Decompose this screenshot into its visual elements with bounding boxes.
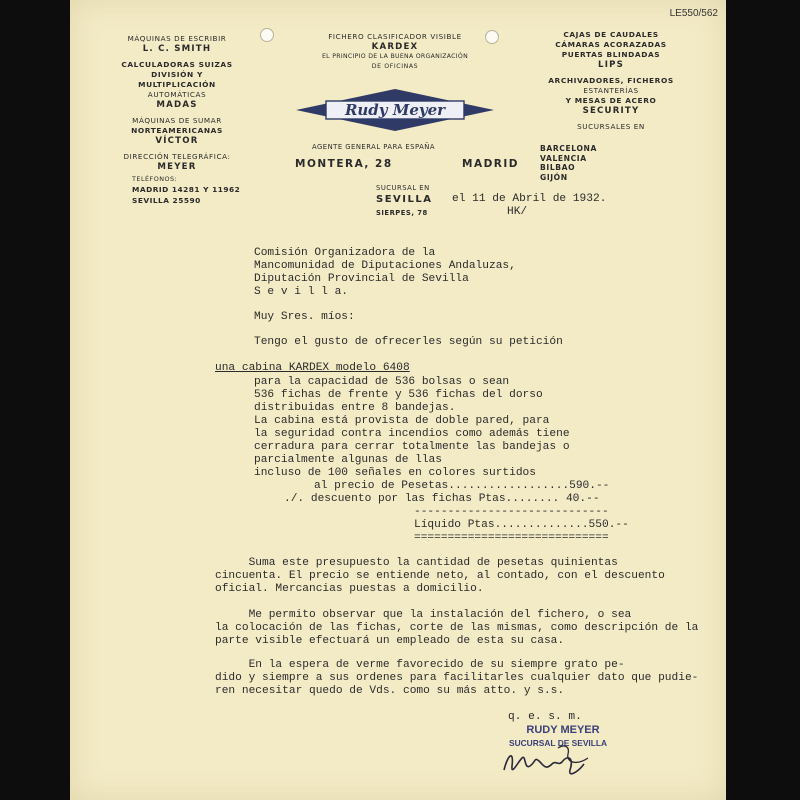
typed-line: Líquido Ptas..............550.-- [414,519,629,531]
typed-line: parte visible efectuará un empleado de esta su casa. [215,635,565,647]
madrid-street: MONTERA, 28 [295,158,393,170]
salutation: Muy Sres. míos: [254,311,355,323]
typed-line: para la capacidad de 536 bolsas o sean [254,376,510,388]
stamp-branch: SUCURSAL DE SEVILLA [508,738,608,748]
letterhead-left-line: NORTEAMERICANAS [131,126,223,135]
letterhead-left-line: DIRECCIÓN TELEGRÁFICA: [123,152,231,161]
letterhead-left-line: VÍCTOR [155,136,199,146]
stamp-name: RUDY MEYER [526,724,600,736]
letter-reference: HK/ [507,206,528,218]
letterhead-right-line: ESTANTERÍAS [583,86,639,95]
item-title: una cabina KARDEX modelo 6408 [215,362,410,374]
recipient-block [254,247,516,299]
typed-line: cerradura para cerrar totalmente las bandejas o [254,441,570,453]
typed-line: incluso de 100 señales en colores surtidos [254,467,536,479]
typed-line: ============================= [414,532,609,544]
branch-street: SIERPES, 78 [376,209,428,217]
punch-hole [260,28,274,42]
typed-line: ren necesitar quedo de Vds. como su más atto. y s.s. [215,685,565,697]
typed-line: S e v i l l a. [254,286,348,298]
kardex-brand: KARDEX [371,42,419,52]
typed-line: La cabina está provista de doble pared, para [254,415,550,427]
intro-line: Tengo el gusto de ofrecerles según su petición [254,336,563,348]
branch-city-item: BILBAO [540,163,576,173]
letterhead-center [305,32,485,72]
kardex-motto-2: DE OFICINAS [371,63,419,70]
closing-formula: q. e. s. m. [508,711,582,723]
typed-line: dido y siempre a sus ordenes para facilitarles cualquier dato que pudie- [215,672,699,684]
rudy-meyer-logo [296,89,494,131]
typed-line: parcialmente algunas de llas [254,454,442,466]
typed-line: la colocación de las fichas, corte de las mismas, como descripción de la [215,622,699,634]
typed-line: 536 fichas de frente y 536 fichas del dorso [254,389,543,401]
typed-line: ----------------------------- [414,506,609,518]
letter-date: el 11 de Abril de 1932. [452,193,607,205]
letterhead-right-line: PUERTAS BLINDADAS [561,50,661,59]
typed-line: cincuenta. El precio se entiende neto, al contado, con el descuento [215,570,665,582]
letterhead-left-line: MÁQUINAS DE SUMAR [132,116,222,125]
branch-city: SEVILLA [376,194,433,205]
letterhead-left-line: MEYER [157,162,197,172]
typed-line: Diputación Provincial de Sevilla [254,273,469,285]
letterhead-right-column [536,30,686,132]
letterhead-left-line: AUTOMÁTICAS [147,90,207,99]
handwritten-signature [498,736,598,786]
typed-line: la seguridad contra incendios como además tiene [254,428,570,440]
typed-line: Mancomunidad de Diputaciones Andaluzas, [254,260,516,272]
logo-text: Rudy Meyer [344,101,446,119]
letterhead-left-line: MÁQUINAS DE ESCRIBIR [127,34,227,43]
madrid-city: MADRID [462,158,519,170]
letterhead-right-line: ARCHIVADORES, FICHEROS [548,76,674,85]
item-description [254,376,570,480]
phones-label: TELÉFONOS: [132,175,178,183]
kardex-tagline: FICHERO CLASIFICADOR VISIBLE [328,32,462,41]
letterhead-right-line: Y MESAS DE ACERO [565,96,657,105]
typed-line: oficial. Mercancias puestas a domicilio. [215,583,484,595]
letterhead-right-line: CÁMARAS ACORAZADAS [555,40,667,49]
branch-list [540,144,597,182]
punch-hole [485,30,499,44]
agent-line: AGENTE GENERAL PARA ESPAÑA [312,143,435,151]
typed-line: al precio de Pesetas..................590.-- [314,480,610,492]
typed-line: Suma este presupuesto la cantidad de pesetas quinientas [215,557,618,569]
typed-line: distribuidas entre 8 bandejas. [254,402,456,414]
paragraph-total [215,557,665,596]
paragraph-installation [215,609,698,648]
price-block [284,480,629,545]
phone-sevilla: SEVILLA 25590 [132,196,201,205]
branch-city-item: VALENCIA [540,153,587,163]
letterhead-right-line: LIPS [598,60,624,70]
letterhead-right-line: SECURITY [582,106,640,116]
letterhead-left-line: MADAS [156,100,198,110]
letterhead-right-line: CAJAS DE CAUDALES [563,30,659,39]
phone-madrid: MADRID 14281 Y 11962 [132,185,241,194]
paragraph-closing [215,659,698,698]
branch-city-item: GIJÓN [540,172,568,182]
letterhead-left-line: CALCULADORAS SUIZAS [121,60,233,69]
archive-reference: LE550/562 [669,8,718,19]
branch-label: SUCURSAL EN [376,184,430,192]
typed-line: En la espera de verme favorecido de su siempre grato pe- [215,659,625,671]
typed-line: Me permito observar que la instalación del fichero, o sea [215,609,632,621]
letterhead-left-line: DIVISIÓN Y MULTIPLICACIÓN [138,70,216,89]
typed-line: ./. descuento por las fichas Ptas........ 40.-- [284,493,600,505]
typed-line: Comisión Organizadora de la [254,247,436,259]
branch-city-item: BARCELONA [540,144,597,153]
letter-sheet [70,0,726,800]
letterhead-left-line: L. C. SMITH [142,44,212,54]
letterhead-left-column [112,34,242,172]
kardex-motto: EL PRINCIPIO DE LA BUENA ORGANIZACIÓN [321,53,469,60]
letterhead-right-line: SUCURSALES EN [577,122,645,131]
